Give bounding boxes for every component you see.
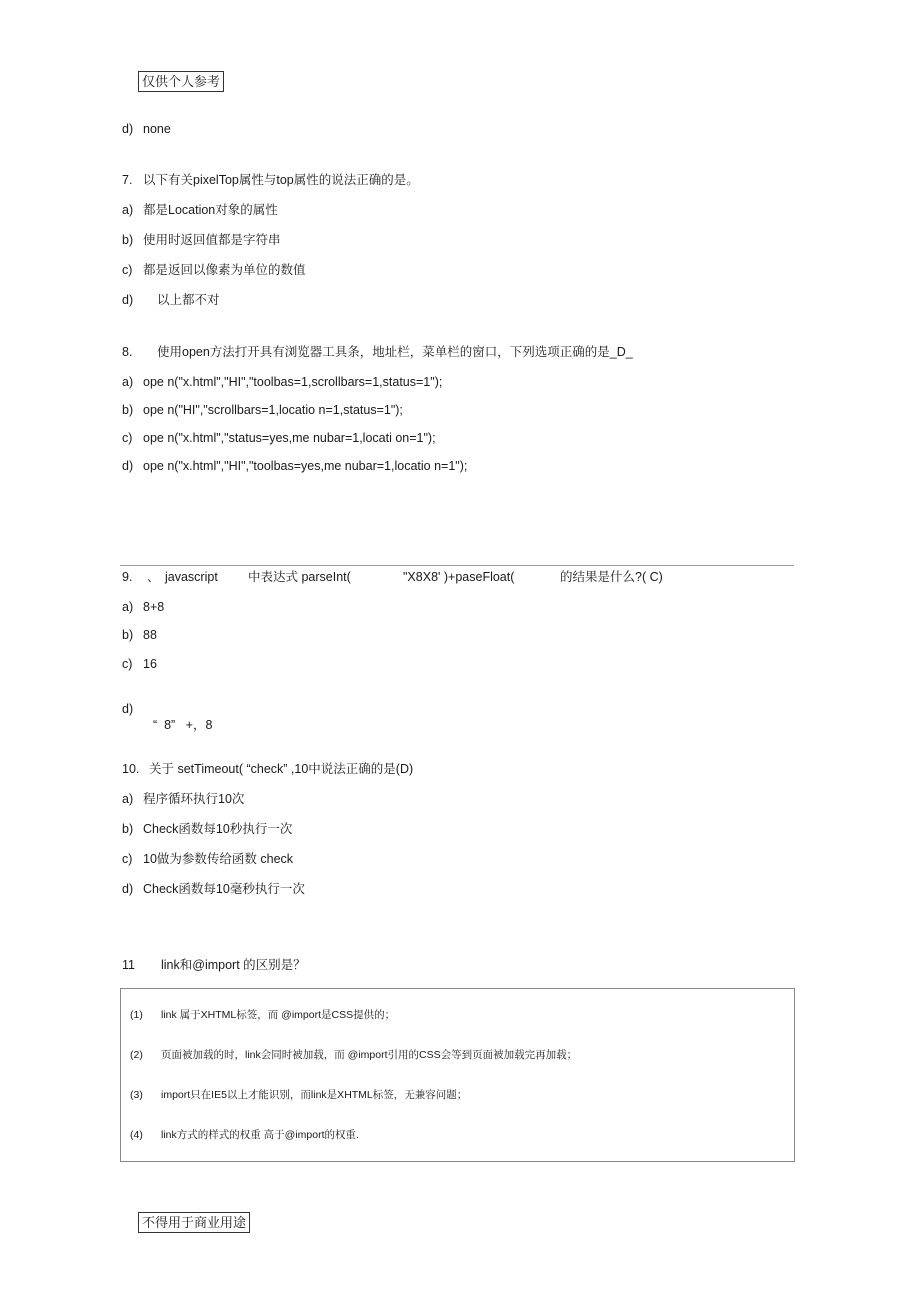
question-text: link和@import 的区别是？ (161, 958, 306, 972)
q9-option-d (122, 685, 422, 733)
question-part: 中表达式 parseInt( (248, 570, 351, 584)
option-text: ope n("x.html","HI","toolbas=yes,me nubar=1,locatio n=1"); (143, 459, 468, 473)
answer-item (130, 1048, 578, 1062)
option-text: 都是Location对象的属性 (143, 203, 278, 217)
section-divider (120, 565, 794, 566)
option-text: none (143, 122, 171, 136)
option-marker: b) (122, 403, 134, 417)
option-text: 88 (143, 628, 157, 642)
question-part: "X8X8' )+paseFloat( (403, 570, 515, 584)
option-marker: a) (122, 792, 134, 806)
answer-marker: (4) (130, 1129, 143, 1141)
header-stamp: 仅供个人参考 (138, 71, 224, 92)
footer-stamp: 不得用于商业用途 (138, 1212, 250, 1233)
question-part: 、 (147, 570, 160, 584)
answer-text: import只在IE5以上才能识别，而link是XHTML标签，无兼容问题； (161, 1089, 468, 1101)
q9-question (122, 569, 822, 585)
answer-item (130, 1008, 396, 1022)
option-text: 8+8 (143, 600, 165, 614)
option-marker: c) (122, 852, 133, 866)
option-marker: d) (122, 882, 134, 896)
option-marker: c) (122, 657, 133, 671)
answer-marker: (1) (130, 1009, 143, 1021)
option-text: ope n("HI","scrollbars=1,locatio n=1,status=1"); (143, 403, 403, 417)
option-marker: c) (122, 263, 133, 277)
question-text: 关于 setTimeout( “check” ,10中说法正确的是(D) (149, 762, 414, 776)
answer-text: link 属于XHTML标签，而 @import是CSS提供的； (161, 1009, 396, 1021)
option-text: 10做为参数传给函数 check (143, 852, 294, 866)
option-text: ope n("x.html","status=yes,me nubar=1,locati on=1"); (143, 431, 436, 445)
answer-text: link方式的样式的权重 高于@import的权重. (161, 1129, 359, 1141)
option-marker: a) (122, 375, 134, 389)
option-marker: d) (122, 702, 134, 716)
question-text: 使用open方法打开具有浏览器工具条，地址栏，菜单栏的窗口，下列选项正确的是_D_ (157, 345, 633, 359)
question-number: 9. (122, 570, 133, 584)
answer-marker: (2) (130, 1049, 143, 1061)
question-number: 11 (122, 958, 135, 972)
option-text: Check函数每10毫秒执行一次 (143, 882, 305, 896)
option-text: “ 8” +，8 (153, 718, 213, 732)
question-text: 以下有关pixelTop属性与top属性的说法正确的是。 (143, 173, 419, 187)
option-marker: d) (122, 122, 134, 136)
question-part: javascript (165, 570, 218, 584)
answer-box (120, 988, 795, 1162)
question-number: 7. (122, 173, 133, 187)
option-text: 程序循环执行10次 (143, 792, 245, 806)
answer-item (130, 1088, 468, 1102)
option-marker: a) (122, 203, 134, 217)
answer-item (130, 1128, 359, 1142)
answer-text: 页面被加载的时，link会同时被加载，而 @import引用的CSS会等到页面被加载完再加载； (161, 1049, 578, 1061)
option-marker: b) (122, 628, 134, 642)
option-text: 16 (143, 657, 157, 671)
option-marker: d) (122, 459, 134, 473)
option-text: 使用时返回值都是字符串 (143, 233, 281, 247)
question-part: 的结果是什么?( C) (560, 570, 663, 584)
question-number: 8. (122, 345, 133, 359)
question-number: 10. (122, 762, 140, 776)
option-text: Check函数每10秒执行一次 (143, 822, 293, 836)
option-text: ope n("x.html","HI","toolbas=1,scrollbars=1,status=1"); (143, 375, 443, 389)
option-marker: b) (122, 233, 134, 247)
option-marker: b) (122, 822, 134, 836)
answer-marker: (3) (130, 1089, 143, 1101)
option-marker: c) (122, 431, 133, 445)
option-text: 都是返回以像素为单位的数值 (143, 263, 306, 277)
option-marker: d) (122, 293, 134, 307)
option-marker: a) (122, 600, 134, 614)
option-text: 以上都不对 (157, 293, 220, 307)
